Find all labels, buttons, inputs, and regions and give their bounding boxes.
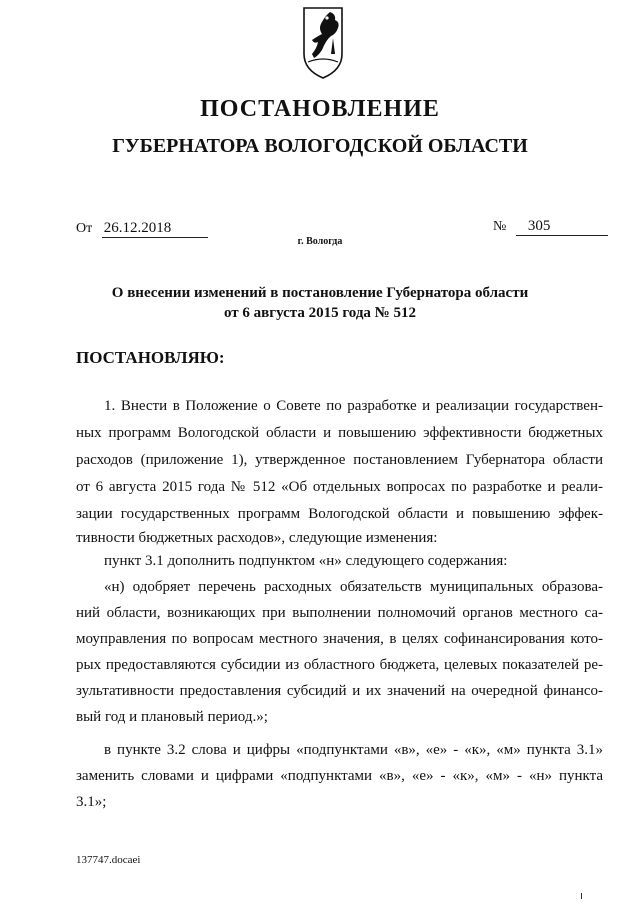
body-line: ных программ Вологодской области и повышению эффективности бюджетных [76,425,603,441]
number-value: 305 [516,218,608,236]
body-line: ний области, возникающих при выполнении полномочий органов местного са- [76,605,603,621]
city-label: г. Вологда [297,236,343,247]
body-line: рых предоставляются субсидии из областного бюджета, целевых показателей ре- [76,657,603,673]
scan-mark [581,893,582,899]
document-subtitle: ГУБЕРНАТОРА ВОЛОГОДСКОЙ ОБЛАСТИ [112,135,528,157]
subject-line: от 6 августа 2015 года № 512 [224,305,416,321]
subject-line: О внесении изменений в постановление Губернатора области [111,285,529,301]
body-line: 3.1»; [76,794,107,810]
body-line: заменить словами и цифрами «подпунктами «в», «е» - «к», «м» - «н» пункта [76,768,603,784]
body-line: моуправления по вопросам местного значения, в целях софинансирования кото- [76,631,603,647]
resolve-heading: ПОСТАНОВЛЯЮ: [76,348,225,367]
date-prefix: От [76,221,93,236]
body-line: зультативности предоставления субсидий и их значений на очередной финансо- [76,683,603,699]
body-line: тивности бюджетных расходов», следующие изменения: [76,530,438,546]
body-line: вый год и плановый период.»; [76,709,268,725]
file-reference: 137747.docaei [76,854,141,866]
body-line: от 6 августа 2015 года № 512 «Об отдельных вопросах по разработке и реали- [76,479,603,495]
coat-of-arms-icon [300,4,346,82]
document-subject [60,283,580,323]
document-title: ПОСТАНОВЛЕНИЕ [200,96,440,122]
body-line: пункт 3.1 дополнить подпунктом «н» следующего содержания: [104,553,508,569]
body-line: 1. Внести в Положение о Совете по разработке и реализации государствен- [104,398,603,414]
body-line: в пункте 3.2 слова и цифры «подпунктами «в», «е» - «к», «м» пункта 3.1» [104,742,603,758]
body-line: зации государственных программ Вологодской области и повышению эффек- [76,506,603,522]
date-value: 26.12.2018 [102,220,208,238]
number-prefix: № [493,219,507,234]
number-field [493,218,608,236]
body-line: расходов (приложение 1), утвержденное постановлением Губернатора области [76,452,603,468]
body-line: «н) одобряет перечень расходных обязательств муниципальных образова- [104,579,603,595]
